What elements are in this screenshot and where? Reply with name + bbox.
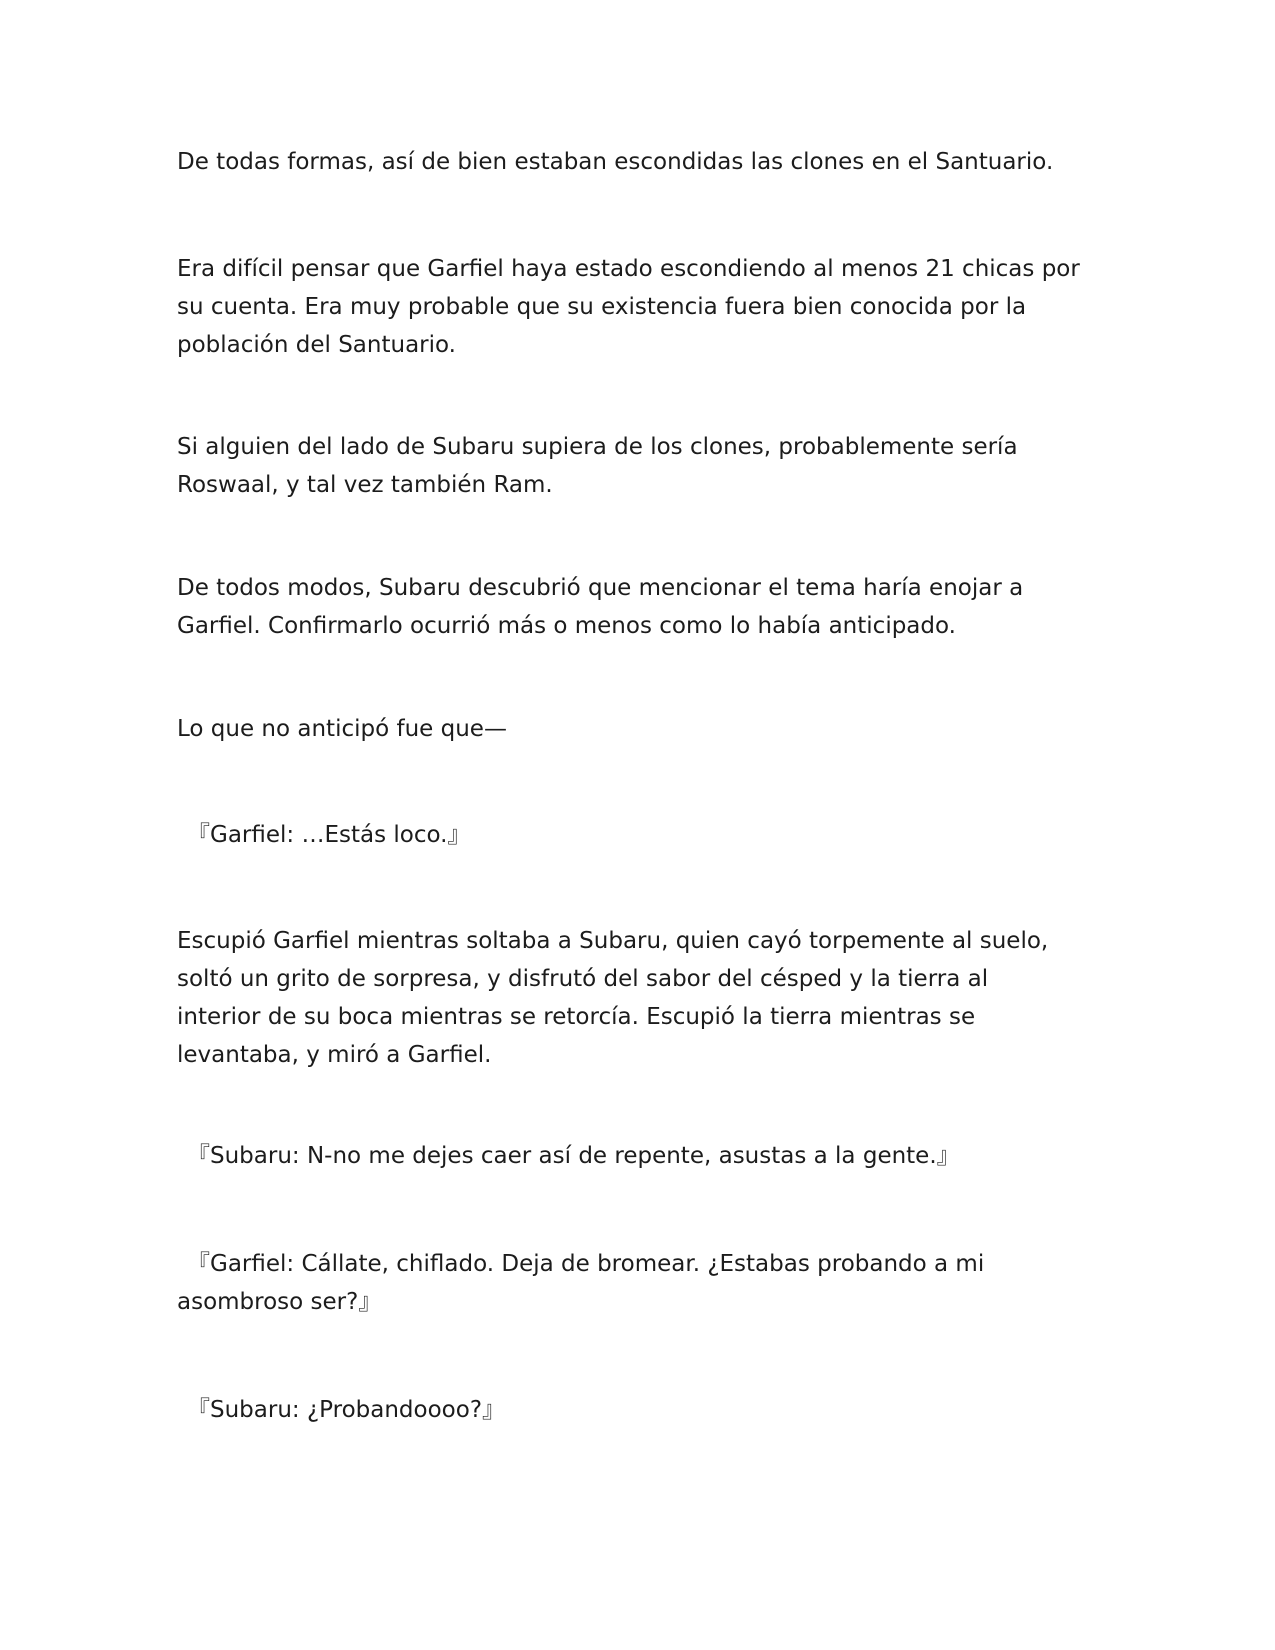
dialogue-subaru-2 <box>187 1391 1117 1429</box>
paragraph-line: levantaba, y miró a Garfiel. <box>177 1042 492 1068</box>
paragraph-line: Garfiel. Confirmarlo ocurrió más o menos como lo había anticipado. <box>177 613 956 639</box>
paragraph-line: De todos modos, Subaru descubrió que mencionar el tema haría enojar a <box>177 575 1024 601</box>
paragraph-5 <box>177 710 1107 748</box>
dialogue-line: 『Garfiel: Cállate, chiflado. Deja de bromear. ¿Estabas probando a mi <box>187 1251 985 1277</box>
paragraph-line: Escupió Garfiel mientras soltaba a Subaru, quien cayó torpemente al suelo, <box>177 928 1049 954</box>
paragraph-line: Lo que no anticipó fue que— <box>177 716 507 742</box>
paragraph-2 <box>177 250 1107 364</box>
dialogue-line: asombroso ser?』 <box>177 1289 382 1315</box>
paragraph-6 <box>177 922 1107 1074</box>
dialogue-line: 『Subaru: N-no me dejes caer así de repente, asustas a la gente.』 <box>187 1143 960 1169</box>
paragraph-line: De todas formas, así de bien estaban escondidas las clones en el Santuario. <box>177 149 1054 175</box>
paragraph-line: Era difícil pensar que Garfiel haya estado escondiendo al menos 21 chicas por <box>177 256 1080 282</box>
dialogue-line: 『Subaru: ¿Probandoooo?』 <box>187 1397 506 1423</box>
paragraph-line: soltó un grito de sorpresa, y disfrutó del sabor del césped y la tierra al <box>177 966 989 992</box>
dialogue-subaru-1 <box>187 1137 1117 1175</box>
paragraph-line: Roswaal, y tal vez también Ram. <box>177 472 553 498</box>
paragraph-line: Si alguien del lado de Subaru supiera de los clones, probablemente sería <box>177 434 1018 460</box>
paragraph-line: interior de su boca mientras se retorcía. Escupió la tierra mientras se <box>177 1004 976 1030</box>
dialogue-garfiel-1 <box>187 816 1117 854</box>
paragraph-3 <box>177 428 1107 504</box>
paragraph-line: población del Santuario. <box>177 332 456 358</box>
paragraph-line: su cuenta. Era muy probable que su existencia fuera bien conocida por la <box>177 294 1027 320</box>
dialogue-garfiel-2 <box>177 1245 1107 1321</box>
dialogue-line: 『Garfiel: …Estás loco.』 <box>187 822 471 848</box>
paragraph-1 <box>177 143 1107 181</box>
paragraph-4 <box>177 569 1107 645</box>
